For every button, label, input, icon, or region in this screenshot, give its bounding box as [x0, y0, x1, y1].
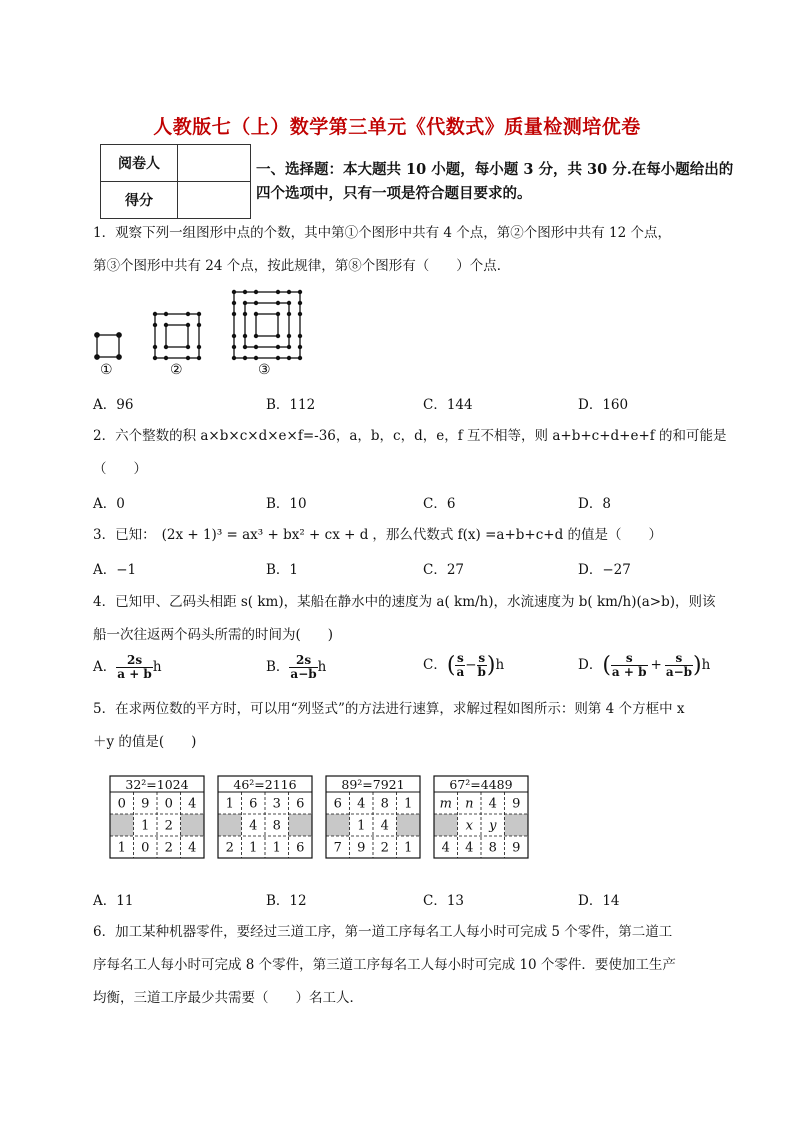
digit-cell: 1: [404, 796, 413, 812]
left-paren: (: [602, 653, 611, 678]
shaded-cell: [326, 814, 350, 836]
digit-cell: 8: [488, 840, 497, 856]
q1-dot-figures: [88, 285, 318, 380]
q4-option-b: [266, 654, 326, 681]
q1-option-c: C．144: [423, 397, 473, 413]
q6-line3: 均衡，三道工序最少共需要（ ）名工人．: [93, 990, 363, 1006]
q5-option-d: D．14: [578, 893, 620, 909]
q5-square-figures: [100, 770, 540, 862]
q3-equation: (2x + 1)³ = ax³ + bx² + cx + d: [161, 527, 369, 543]
q1-line2: 第③个图形中共有 24 个点，按此规律，第⑧个图形有（ ）个点．: [93, 258, 511, 274]
operator: +: [650, 657, 662, 673]
digit-cell: 2: [164, 840, 173, 856]
digit-cell: 6: [249, 796, 258, 812]
q4-a-label: A．: [93, 659, 117, 675]
q4-d-label: D．: [578, 657, 603, 673]
q3-prefix: 3．已知：: [93, 527, 156, 543]
digit-cell: 3: [272, 796, 281, 812]
digit-cell: 4: [465, 840, 474, 856]
q2-option-d: D．8: [578, 496, 611, 512]
digit-cell: 9: [357, 840, 366, 856]
figure-1: [95, 333, 121, 359]
box-header: 46²=2116: [233, 777, 297, 792]
unit: h: [152, 659, 162, 675]
q6-line2: 序每名工人每小时可完成 8 个零件，第三道工序每名工人每小时可完成 10 个零件．要使加工生产: [93, 957, 676, 973]
shaded-cell: [397, 814, 421, 836]
fig-label-3: ③: [258, 362, 271, 378]
digit-cell: 2: [380, 840, 389, 856]
q4-option-d: [578, 652, 710, 679]
shaded-cell: [505, 814, 529, 836]
left-paren: (: [446, 653, 456, 678]
box-header: 67²=4489: [449, 777, 513, 792]
digit-cell: 1: [272, 840, 281, 856]
shaded-cell: [289, 814, 313, 836]
right-paren: ): [693, 653, 702, 678]
digit-cell: 9: [141, 796, 150, 812]
numerator: s: [456, 651, 464, 665]
right-paren: ): [486, 653, 496, 678]
box-header: 89²=7921: [341, 777, 405, 792]
operator: −: [465, 657, 477, 673]
square-box-2: [218, 776, 312, 858]
numerator: s: [478, 651, 486, 665]
digit-cell: n: [465, 796, 474, 812]
digit-cell: m: [439, 796, 452, 812]
digit-cell: 9: [512, 840, 521, 856]
digit-cell: 4: [188, 840, 197, 856]
q4-b-fraction: [289, 654, 317, 681]
digit-cell: 0: [117, 796, 126, 812]
figure-2-dots: [153, 312, 201, 360]
q1-option-d: D．160: [578, 397, 629, 413]
q3-option-a: A．−1: [93, 562, 137, 578]
numerator: 2s: [289, 654, 317, 668]
q4-option-c: [423, 652, 504, 679]
digit-cell: 2: [164, 818, 173, 834]
digit-cell: y: [489, 818, 497, 834]
q2-option-a: A．0: [93, 496, 125, 512]
denominator: b: [477, 665, 486, 679]
q5-option-b: B．12: [266, 893, 307, 909]
unit: h: [701, 657, 711, 673]
digit-cell: 1: [225, 796, 234, 812]
q6-line1: 6．加工某种机器零件，要经过三道工序，第一道工序每名工人每小时可完成 5 个零件，第二道工: [93, 924, 673, 940]
q1-option-a: A．96: [93, 397, 134, 413]
page-title: 人教版七（上）数学第三单元《代数式》质量检测培优卷: [153, 116, 641, 138]
digit-cell: 4: [488, 796, 497, 812]
score-cell: [178, 182, 251, 219]
figure-3-dots: [232, 290, 302, 360]
score-label: 得分: [101, 182, 178, 219]
digit-cell: 1: [249, 840, 258, 856]
square-box-1: [110, 776, 204, 858]
q2-option-b: B．10: [266, 496, 307, 512]
q4-b-label: B．: [266, 659, 290, 675]
q5-option-c: C．13: [423, 893, 465, 909]
q3-suffix: ，那么代数式 f(x) =a+b+c+d 的值是（ ）: [372, 527, 663, 543]
denominator: a−b: [290, 667, 317, 681]
digit-cell: 0: [141, 840, 150, 856]
square-box-4: [434, 776, 528, 858]
q3-option-d: D．−27: [578, 562, 631, 578]
digit-cell: 8: [272, 818, 281, 834]
q4-c-fraction1: [455, 652, 465, 679]
digit-cell: 6: [333, 796, 342, 812]
digit-cell: 1: [357, 818, 366, 834]
section-heading: 一、选择题：本大题共 10 小题，每小题 3 分，共 30 分.在每小题给出的四个选项中，只有一项是符合题目要求的。: [256, 161, 734, 202]
unit: h: [317, 659, 327, 675]
q2-option-c: C．6: [423, 496, 456, 512]
shaded-cell: [218, 814, 242, 836]
shaded-cell: [181, 814, 205, 836]
q4-option-a: [93, 654, 162, 681]
fig-label-1: ①: [100, 362, 113, 378]
digit-cell: 4: [441, 840, 450, 856]
denominator: a + b: [117, 667, 152, 681]
q5-line1: 5．在求两位数的平方时，可以用“列竖式”的方法进行速算，求解过程如图所示：则第 4 个方框中 x: [93, 701, 685, 717]
numerator: s: [665, 652, 693, 666]
grade-table: [100, 144, 251, 219]
digit-cell: 4: [249, 818, 258, 834]
reviewer-label: 阅卷人: [101, 145, 178, 182]
digit-cell: 0: [164, 796, 173, 812]
q3-option-b: B．1: [266, 562, 299, 578]
unit: h: [495, 657, 505, 673]
digit-cell: 4: [380, 818, 389, 834]
digit-cell: x: [465, 818, 473, 834]
q4-d-fraction1: [611, 652, 648, 679]
shaded-cell: [434, 814, 458, 836]
shaded-cell: [110, 814, 134, 836]
denominator: a + b: [611, 665, 647, 679]
q4-a-fraction: [116, 654, 153, 681]
numerator: s: [611, 652, 648, 666]
q3-line: [93, 525, 662, 545]
digit-cell: 8: [380, 796, 389, 812]
numerator: 2s: [116, 654, 153, 668]
q2-line2: （ ）: [93, 461, 147, 477]
digit-cell: 1: [404, 840, 413, 856]
fig-label-2: ②: [170, 362, 183, 378]
figure-2: [155, 314, 199, 358]
denominator: a: [456, 665, 465, 679]
digit-cell: 7: [333, 840, 342, 856]
q3-option-c: C．27: [423, 562, 465, 578]
digit-cell: 1: [117, 840, 126, 856]
q4-d-fraction2: [665, 652, 693, 679]
digit-cell: 6: [296, 840, 305, 856]
denominator: a−b: [665, 665, 693, 679]
q4-line2: 船一次往返两个码头所需的时间为( ): [93, 627, 334, 643]
q4-c-fraction2: [477, 652, 487, 679]
q5-line2: ＋y 的值是( ): [93, 734, 197, 750]
box-header: 32²=1024: [125, 777, 189, 792]
q2-line1: 2．六个整数的积 a×b×c×d×e×f=-36，a，b，c，d，e，f 互不相等，则 a+b+c+d+e+f 的和可能是: [93, 428, 727, 444]
q1-line1: 1．观察下列一组图形中点的个数，其中第①个图形中共有 4 个点，第②个图形中共有 12 个点，: [93, 225, 672, 241]
digit-cell: 9: [512, 796, 521, 812]
square-box-3: [326, 776, 420, 858]
q1-option-b: B．112: [266, 397, 316, 413]
q4-line1: 4．已知甲、乙码头相距 s( km)，某船在静水中的速度为 a( km/h)，水流速度为 b( km/h)(a>b)，则该: [93, 594, 716, 610]
digit-cell: 4: [357, 796, 366, 812]
reviewer-cell: [178, 145, 251, 182]
digit-cell: 6: [296, 796, 305, 812]
digit-cell: 2: [225, 840, 234, 856]
q4-c-label: C．: [423, 657, 447, 673]
q5-option-a: A．11: [93, 893, 134, 909]
digit-cell: 4: [188, 796, 197, 812]
digit-cell: 1: [141, 818, 150, 834]
